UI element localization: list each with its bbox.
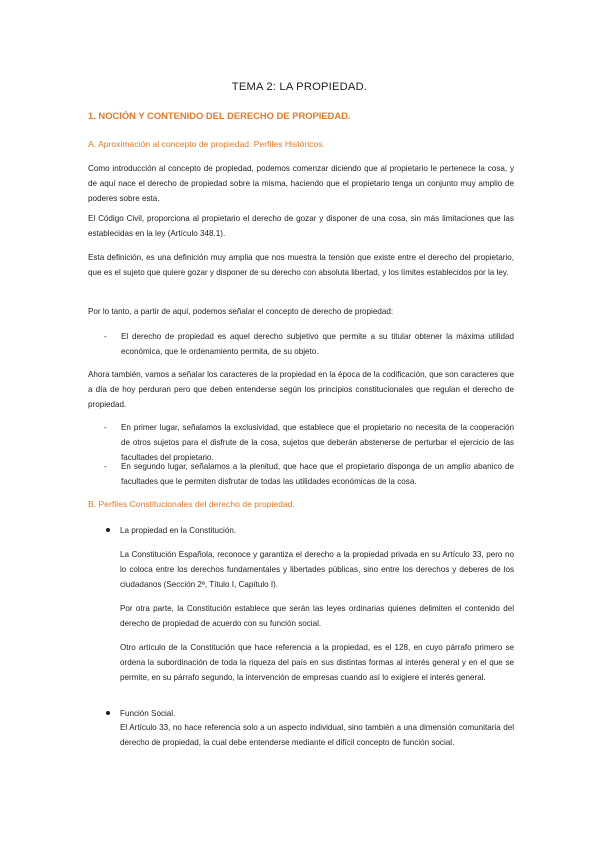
dash-marker: -	[104, 462, 107, 471]
bullet-item-text: La propiedad en la Constitución.	[120, 526, 237, 535]
dash-marker: -	[104, 332, 107, 341]
paragraph-funcion-social: El Artículo 33, no hace referencia solo a un aspecto individual, sino también a una dimensión comunitaria del derecho de propiedad, la cual debe entenderse mediante el difícil concepto de función social.	[120, 723, 514, 747]
dash-item-plenitud	[104, 459, 514, 489]
paragraph-intro: Como introducción al concepto de propiedad, podemos comenzar diciendo que al propietario le pertenece la cosa, y de aquí nace el derecho de propiedad sobre la misma, haciendo que el propietario tenga un conjunto muy amplio de poderes sobre esta.	[88, 164, 514, 203]
paragraph-articulo-128: Otro artículo de la Constitución que hace referencia a la propiedad, es el 128, en cuyo párrafo primero se ordena la subordinación de toda la riqueza del país en sus distintas formas al interés general y en el que se permite, en su párrafo segundo, la intervención de empresas cuando así lo exigiere el interés general.	[120, 643, 514, 682]
subsection-heading-a: A. Aproximación al concepto de propiedad. Perfiles Históricos.	[88, 139, 325, 149]
paragraph-definicion: Esta definición, es una definición muy amplia que nos muestra la tensión que existe entre el derecho del propietario, que es el sujeto que quiere gozar y disponer de su derecho con absoluta libertad, y los límites establecidos por la ley.	[88, 253, 514, 277]
dash-marker: -	[104, 423, 107, 432]
dash-item-text: En primer lugar, señalamos la exclusividad, que establece que el propietario no necesita de la cooperación de otros sujetos para el disfrute de la cosa, sujetos que deberán abstenerse de perturbar el ejercicio de las facultades del propietario.	[121, 423, 514, 462]
dash-item-concepto	[104, 329, 514, 359]
bullet-item-text: Función Social.	[120, 709, 176, 718]
dash-item-text: En segundo lugar, señalamos a la plenitud, que hace que el propietario disponga de un amplio abanico de facultades que le permiten disfrutar de todas las utilidades económicas de la cosa.	[121, 462, 514, 486]
dash-item-text: El derecho de propiedad es aquel derecho subjetivo que permite a su titular obtener la máxima utilidad económica, que le ordenamiento permita, de su objeto.	[121, 332, 514, 356]
paragraph-constitucion-art33: La Constitución Española, reconoce y garantiza el derecho a la propiedad privada en su Artículo 33, pero no lo coloca entre los derechos fundamentales y libertades públicas, sino entre los derechos y deberes de los ciudadanos (Sección 2ª, Título I, Capítulo I).	[120, 550, 514, 589]
bullet-dot-icon	[106, 528, 110, 532]
bullet-dot-icon	[106, 711, 110, 715]
document-title: TEMA 2: LA PROPIEDAD.	[231, 81, 368, 93]
paragraph-leyes-ordinarias: Por otra parte, la Constitución establece que serán las leyes ordinarias quienes delimiten el contenido del derecho de propiedad de acuerdo con su función social.	[120, 604, 514, 628]
section-heading-1: 1. NOCIÓN Y CONTENIDO DEL DERECHO DE PROPIEDAD.	[88, 110, 351, 121]
paragraph-codigo-civil: El Código Civil, proporciona al propietario el derecho de gozar y disponer de una cosa, sin más limitaciones que las establecidas en la ley (Artículo 348.1).	[88, 214, 514, 238]
bullet-item-constitucion	[104, 523, 514, 538]
subsection-heading-b: B. Perfiles Constitucionales del derecho de propiedad.	[88, 499, 295, 509]
paragraph-concepto: Por lo tanto, a partir de aquí, podemos señalar el concepto de derecho de propiedad:	[88, 307, 394, 316]
paragraph-caracteres: Ahora también, vamos a señalar los caracteres de la propiedad en la época de la codificación, que son caracteres que a día de hoy perduran pero que deben entenderse según los principios constitucionales que regulan el derecho de propiedad.	[88, 370, 514, 409]
bullet-item-funcion-social	[104, 706, 514, 721]
